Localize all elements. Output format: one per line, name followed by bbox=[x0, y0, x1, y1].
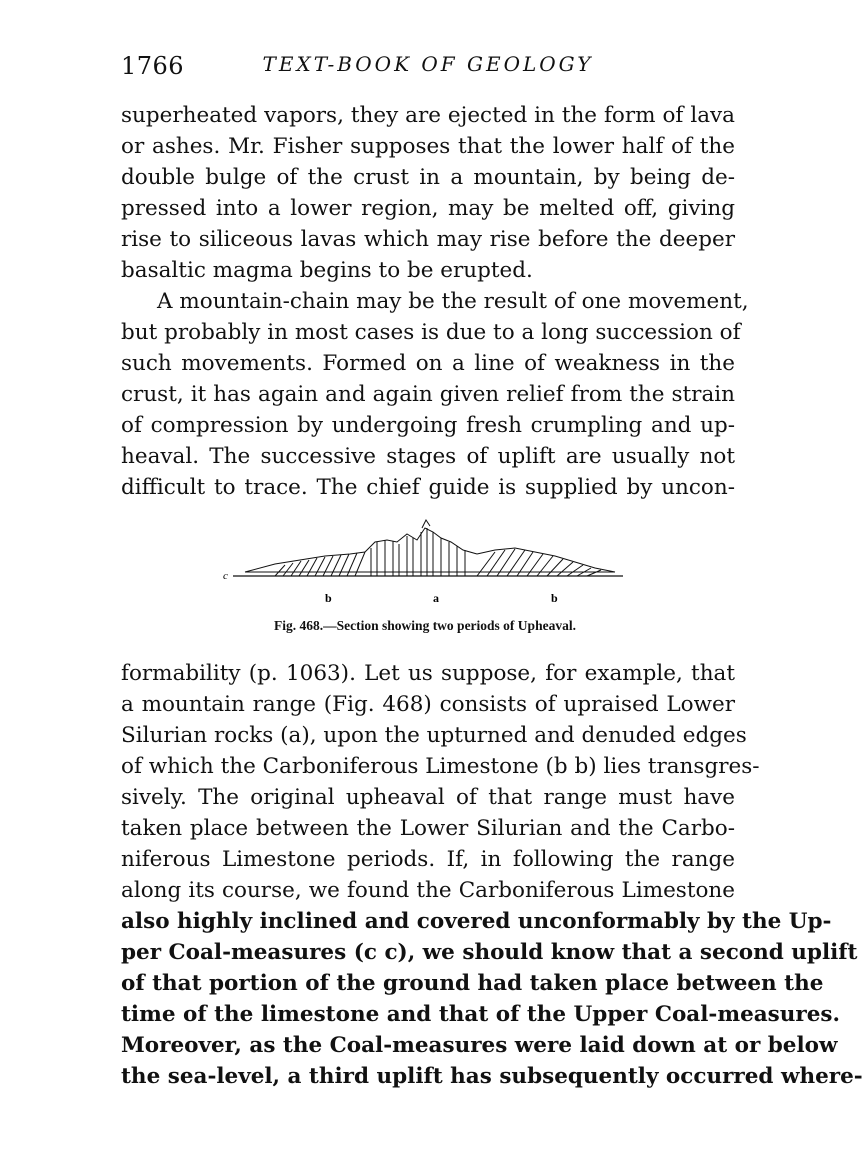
figure-label-b-left: b bbox=[325, 591, 332, 605]
text-line: superheated vapors, they are ejected in the form of lava bbox=[121, 103, 735, 128]
figure-caption bbox=[0, 618, 850, 634]
text-line: taken place between the Lower Silurian and the Carbo- bbox=[121, 816, 735, 841]
text-line: time of the limestone and that of the Upper Coal-measures. bbox=[121, 1002, 841, 1027]
text-line: rise to siliceous lavas which may rise before the deeper bbox=[121, 227, 735, 252]
text-line: heaval. The successive stages of uplift are usually not bbox=[121, 444, 735, 469]
text-line: pressed into a lower region, may be melted off, giving bbox=[121, 196, 735, 221]
text-line: but probably in most cases is due to a long succession of bbox=[121, 320, 741, 345]
figure-label-b-right: b bbox=[551, 591, 558, 605]
text-line: along its course, we found the Carboniferous Limestone bbox=[121, 878, 735, 903]
text-line: Silurian rocks (a), upon the upturned and denuded edges bbox=[121, 723, 747, 748]
text-line: or ashes. Mr. Fisher supposes that the lower half of the bbox=[121, 134, 735, 159]
geological-section-figure bbox=[215, 520, 630, 610]
text-line: per Coal-measures (c c), we should know that a second uplift bbox=[121, 940, 858, 965]
text-line: difficult to trace. The chief guide is supplied by uncon- bbox=[121, 475, 735, 500]
page-header bbox=[121, 52, 735, 86]
text-line: crust, it has again and again given relief from the strain bbox=[121, 382, 735, 407]
text-line: also highly inclined and covered unconformably by the Up- bbox=[121, 909, 832, 934]
text-line: the sea-level, a third uplift has subsequently occurred where- bbox=[121, 1064, 863, 1089]
text-line: niferous Limestone periods. If, in following the range bbox=[121, 847, 735, 872]
text-line: of compression by undergoing fresh crumpling and up- bbox=[121, 413, 735, 438]
text-line: of that portion of the ground had taken place between the bbox=[121, 971, 824, 996]
text-line: of which the Carboniferous Limestone (b b) lies transgres- bbox=[121, 754, 760, 779]
text-line: formability (p. 1063). Let us suppose, for example, that bbox=[121, 661, 735, 686]
figure-label-c: c bbox=[223, 570, 228, 582]
running-title: TEXT-BOOK OF GEOLOGY bbox=[262, 52, 594, 76]
text-block-top bbox=[121, 100, 749, 503]
figure-caption-text: —Section showing two periods of Upheaval. bbox=[323, 618, 576, 633]
text-line: A mountain-chain may be the result of one movement, bbox=[157, 289, 749, 314]
text-line: a mountain range (Fig. 468) consists of upraised Lower bbox=[121, 692, 735, 717]
figure-caption-label: Fig. 468. bbox=[274, 618, 324, 633]
text-line: double bulge of the crust in a mountain, by being de- bbox=[121, 165, 735, 190]
page-number: 1766 bbox=[121, 52, 185, 80]
text-line: basaltic magma begins to be erupted. bbox=[121, 258, 533, 283]
text-line: Moreover, as the Coal-measures were laid down at or below bbox=[121, 1033, 838, 1058]
text-line: sively. The original upheaval of that range must have bbox=[121, 785, 735, 810]
text-line: such movements. Formed on a line of weakness in the bbox=[121, 351, 735, 376]
central-strata-a bbox=[365, 520, 477, 576]
text-block-bottom bbox=[121, 658, 863, 1092]
figure-label-a: a bbox=[433, 591, 439, 605]
